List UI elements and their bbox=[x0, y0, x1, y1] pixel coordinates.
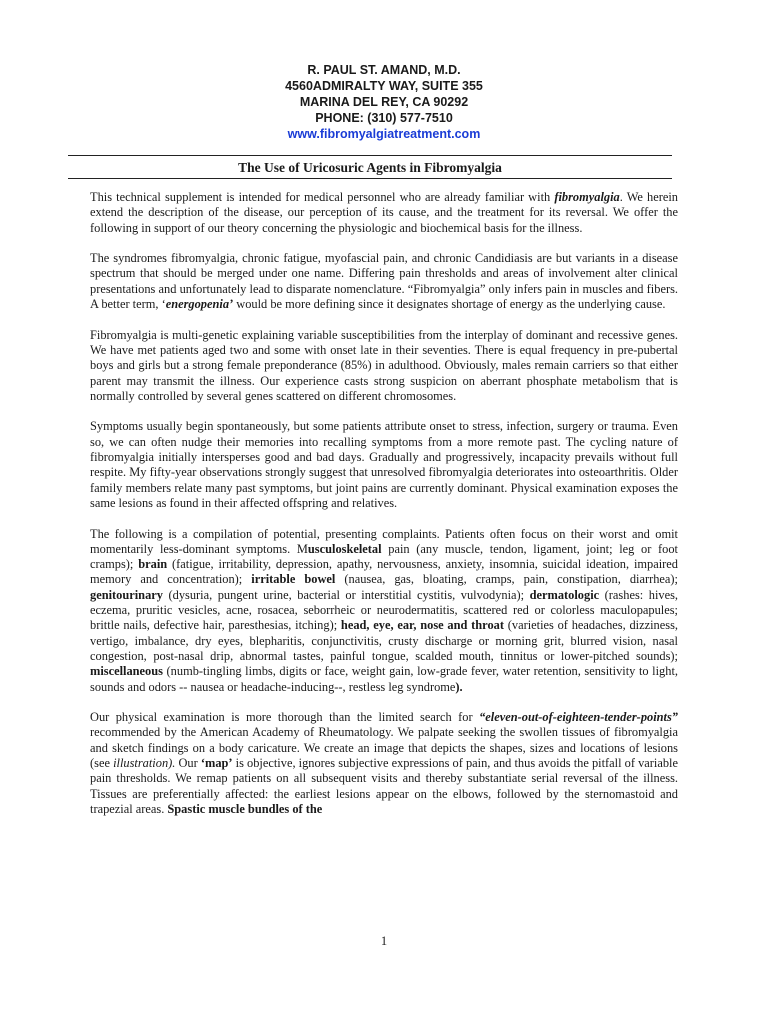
page-number: 1 bbox=[380, 934, 388, 948]
author-name: R. PAUL ST. AMAND, M.D. bbox=[307, 63, 461, 77]
paragraph-symptoms: Symptoms usually begin spontaneously, but some patients attribute onset to stress, infection, surgery or trauma. Even so, we can often nudge their memories into recalling symptoms from a more remote past. The cycling nature of fibromyalgia initially intersperses good and bad days. Gradually and progressively, incapacity prevails without full respite. My fifty-year observations strongly suggest that unresolved fibromyalgia deteriorates into osteoarthritis. Older family members relate many past symptoms, but joint pains are currently dominant. Physical examination exposes the same lesions as found in their affected offspring and relatives. bbox=[90, 419, 678, 510]
paragraph-syndromes: The syndromes fibromyalgia, chronic fatigue, myofascial pain, and chronic Candidiasis are but variants in a disease spectrum that should be merged under one name. Differing pain thresholds and areas of involvement alter clinical presentations and unfortunately lead to disparate nomenclature. “Fibromyalgia” only infers pain in muscles and fibers. A better term, ‘energopenia’ would be more defining since it designates shortage of energy as the underlying cause. bbox=[90, 251, 678, 312]
paragraph-genetics: Fibromyalgia is multi-genetic explaining variable susceptibilities from the interplay of dominant and recessive genes. We have met patients aged two and some with onset late in their seventies. There is equal frequency in pre-pubertal boys and girls but a strong female preponderance (85%) in adulthood. Obviously, males remain carriers so that either parent may transmit the illness. Our experience casts strong suspicion on aberrant phosphate metabolism that is normally controlled by several genes scattered on different chromosomes. bbox=[90, 327, 678, 403]
paragraph-complaints: The following is a compilation of potential, presenting complaints. Patients often focus on their worst and omit momentarily less-dominant symptoms. Musculoskeletal pain (any muscle, tendon, ligament, joint; leg or foot cramps); brain (fatigue, irritability, depression, apathy, nervousness, anxiety, insomnia, suicidal ideation, impaired memory and concentration); irritable bowel (nausea, gas, bloating, cramps, pain, constipation, diarrhea); genitourinary (dysuria, pungent urine, bacterial or interstitial cystitis, vulvodynia); dermatologic (rashes: hives, eczema, pruritic vesicles, acne, rosacea, seborrheic or neurodermatitis, scattered red or colorless maculopapules; brittle nails, defective hair, paresthesias, itching); head, eye, ear, nose and throat (varieties of headaches, dizziness, vertigo, imbalance, dry eyes, blepharitis, conjunctivitis, crusty discharge or morning grit, blurred vision, nasal congestion, post-nasal drip, abnormal tastes, painful tongue, scalded mouth, tinnitus or lower-pitched sounds); miscellaneous (numb-tingling limbs, digits or face, weight gain, low-grade fever, water retention, sensitivity to light, sounds and odors -- nausea or headache-inducing--, restless leg syndrome). bbox=[90, 526, 679, 694]
website-link[interactable]: www.fibromyalgiatreatment.com bbox=[287, 127, 481, 141]
address-line-2: MARINA DEL REY, CA 90292 bbox=[299, 95, 469, 109]
paragraph-examination: Our physical examination is more thorough than the limited search for “eleven-out-of-eighteen-tender-points” recommended by the American Academy of Rheumatology. We palpate seeking the swollen tissues of fibromyalgia and sketch findings on a body caricature. We create an image that depicts the shapes, sizes and locations of lesions (see illustration). Our ‘map’ is objective, ignores subjective expressions of pain, and thus avoids the pitfall of variable pain thresholds. We remap patients on all subsequent visits and thereby substantiate serial reversal of the illness. Tissues are preferentially affected: the earliest lesions appear on the elbows, followed by the sternomastoid and trapezial areas. Spastic muscle bundles of the bbox=[90, 710, 679, 816]
title-top-rule bbox=[68, 155, 672, 156]
address-line-1: 4560ADMIRALTY WAY, SUITE 355 bbox=[285, 79, 483, 93]
document-title: The Use of Uricosuric Agents in Fibromyalgia bbox=[238, 160, 502, 175]
paragraph-intro: This technical supplement is intended for medical personnel who are already familiar with fibromyalgia. We herein extend the description of the disease, our perception of its cause, and the treatment for its reversal. We offer the following in support of our theory concerning the physiologic and biochemical basis for the illness. bbox=[90, 190, 679, 235]
phone-line: PHONE: (310) 577-7510 bbox=[315, 111, 453, 125]
document-body bbox=[90, 190, 678, 832]
letterhead bbox=[0, 62, 768, 142]
title-bottom-rule bbox=[68, 178, 672, 179]
